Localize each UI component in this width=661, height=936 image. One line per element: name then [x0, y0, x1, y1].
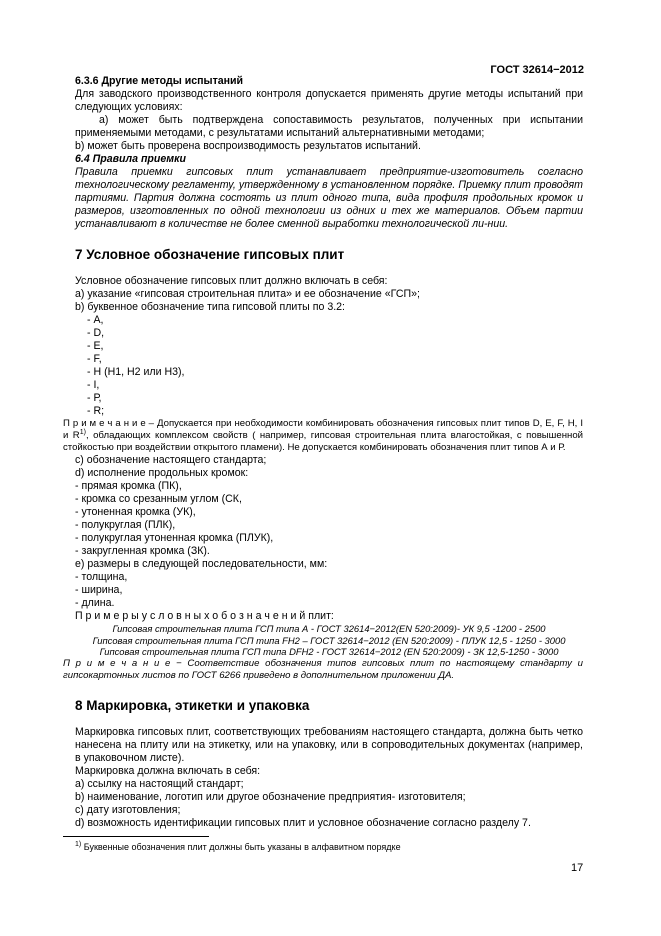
page-number: 17: [571, 862, 584, 874]
dimension-list: [75, 571, 583, 610]
section-8-heading: 8 Маркировка, этикетки и упаковка: [75, 697, 310, 713]
section-8-intro: Маркировка должна включать в себя:: [75, 764, 261, 777]
section-7-intro: Условное обозначение гипсовых плит должно включать в себя:: [75, 275, 388, 287]
dimension-item: - толщина,: [75, 571, 128, 583]
plate-type-item: - F,: [87, 353, 102, 365]
note-text-part-2: , обладающих комплексом свойств ( например, гипсовая строительная плита влагостойкая, с повышенной стойкостью при воздействии открытого пламени). Не допускается комбинировать обозначения плит типов А и Р.: [63, 430, 584, 453]
plate-type-list: [75, 314, 583, 418]
footnote-text: Буквенные обозначения плит должны быть указаны в алфавитном порядке: [81, 842, 401, 852]
designation-example: Гипсовая строительная плита ГСП типа DFH2 - ГОСТ 32614−2012 (EN 520:2009) - ЗК 12,5-1250 - 3000: [99, 646, 559, 657]
dimension-item: - ширина,: [75, 584, 123, 596]
plate-type-item: - Н (Н1, Н2 или Н3),: [87, 366, 185, 378]
section-8-paragraph: Маркировка гипсовых плит, соответствующих требованиям настоящего стандарта, должна быть четко нанесена на плиту или на этикетку, или на упаковку, или в сопроводительных документах (например, в упаковочном листе).: [75, 725, 583, 764]
plate-type-item: - I,: [87, 379, 100, 391]
designation-item-c: c) обозначение настоящего стандарта;: [75, 454, 267, 466]
designation-example: Гипсовая строительная плита ГСП типа FH2 – ГОСТ 32614−2012 (EN 520:2009) - ПЛУК 12,5 - 1250 - 3000: [92, 634, 566, 646]
edge-type-list: [75, 480, 583, 558]
section-7-heading: 7 Условное обозначение гипсовых плит: [75, 247, 345, 262]
designation-item-d: d) исполнение продольных кромок:: [75, 467, 249, 479]
note-2-text: Соответствие обозначения типов гипсовых плит по настоящему стандарту и гипсокартонных листов по ГОСТ 6266 приведено в дополнительном приложении ДА.: [63, 657, 583, 681]
document-id-header: ГОСТ 32614−2012: [490, 64, 584, 76]
dimension-item: - длина.: [75, 597, 115, 609]
condition-a: a) может быть подтверждена сопоставимость результатов, полученных при испытании применяемыми методами, с результатами испытаний альтернативными методами;: [75, 114, 583, 139]
edge-type-item: - закругленная кромка (ЗК).: [75, 545, 210, 557]
designation-item-a: a) указание «гипсовая строительная плита» и ее обозначение «ГСП»;: [75, 288, 420, 300]
designation-example: Гипсовая строительная плита ГСП типа А - ГОСТ 32614−2012(EN 520:2009)- УК 9,5 -1200 - 2500: [112, 623, 546, 634]
footnote-reference: 1): [79, 428, 86, 436]
section-6-4-heading: 6.4 Правила приемки: [75, 153, 186, 165]
section-6-3-6-heading: 6.3.6 Другие методы испытаний: [75, 75, 244, 87]
note-label: П р и м е ч а н и е –: [63, 418, 155, 429]
section-6-4-paragraph: Правила приемки гипсовых плит устанавливает предприятие-изготовитель согласно технологическому регламенту, утвержденному в установленном порядке. Приемку плит проводят партиями. Партия должна состоять из плит одного типа, вида профиля продольных кромок и размеров, изготовленных по одной технологии из одних и тех же материалов. Объем партии устанавливают в количестве не более сменной выработки технологической ли-нии.: [75, 166, 583, 230]
plate-type-item: - Е,: [87, 340, 104, 352]
plate-type-item: - Р,: [87, 392, 102, 404]
note-2-label: П р и м е ч а н и е −: [63, 657, 182, 669]
plate-type-item: - D,: [87, 327, 105, 339]
designation-item-e: e) размеры в следующей последовательности, мм:: [75, 558, 328, 570]
section-7-note-2: [63, 658, 583, 682]
note-text-part-1: Допускается при необходимости комбинировать обозначения гипсовых плит типов D, E, F, H, I и R: [63, 418, 583, 441]
plate-type-item: - R;: [87, 405, 105, 417]
marking-item-a: a) ссылку на настоящий стандарт;: [75, 777, 244, 790]
section-6-3-6-paragraph: Для заводского производственного контроля допускается применять другие методы испытаний при следующих условиях:: [75, 88, 583, 113]
footnote-separator: [63, 836, 209, 837]
marking-item-d: d) возможность идентификации гипсовых плит и условное обозначение согласно разделу 7.: [75, 816, 531, 829]
examples-label: П р и м е р ы у с л о в н ы х о б о з н а ч е н и й плит:: [75, 610, 334, 622]
marking-item-b: b) наименование, логотип или другое обозначение предприятия- изготовителя;: [75, 790, 466, 803]
marking-item-c: c) дату изготовления;: [75, 803, 181, 816]
section-7-note: [63, 418, 583, 454]
plate-type-item: - А,: [87, 314, 104, 326]
footnote-mark: 1): [75, 841, 82, 848]
document-body: [63, 75, 584, 830]
edge-type-item: - кромка со срезанным углом (СК,: [75, 493, 242, 505]
condition-b: b) может быть проверена воспроизводимость результатов испытаний.: [75, 140, 421, 152]
designation-examples: [75, 623, 583, 658]
designation-item-b: b) буквенное обозначение типа гипсовой плиты по 3.2:: [75, 301, 345, 313]
edge-type-item: - утоненная кромка (УК),: [75, 506, 196, 518]
edge-type-item: - полукруглая утоненная кромка (ПЛУК),: [75, 532, 274, 544]
footnote: [75, 841, 401, 854]
edge-type-item: - полукруглая (ПЛК),: [75, 519, 176, 531]
edge-type-item: - прямая кромка (ПК),: [75, 480, 182, 492]
